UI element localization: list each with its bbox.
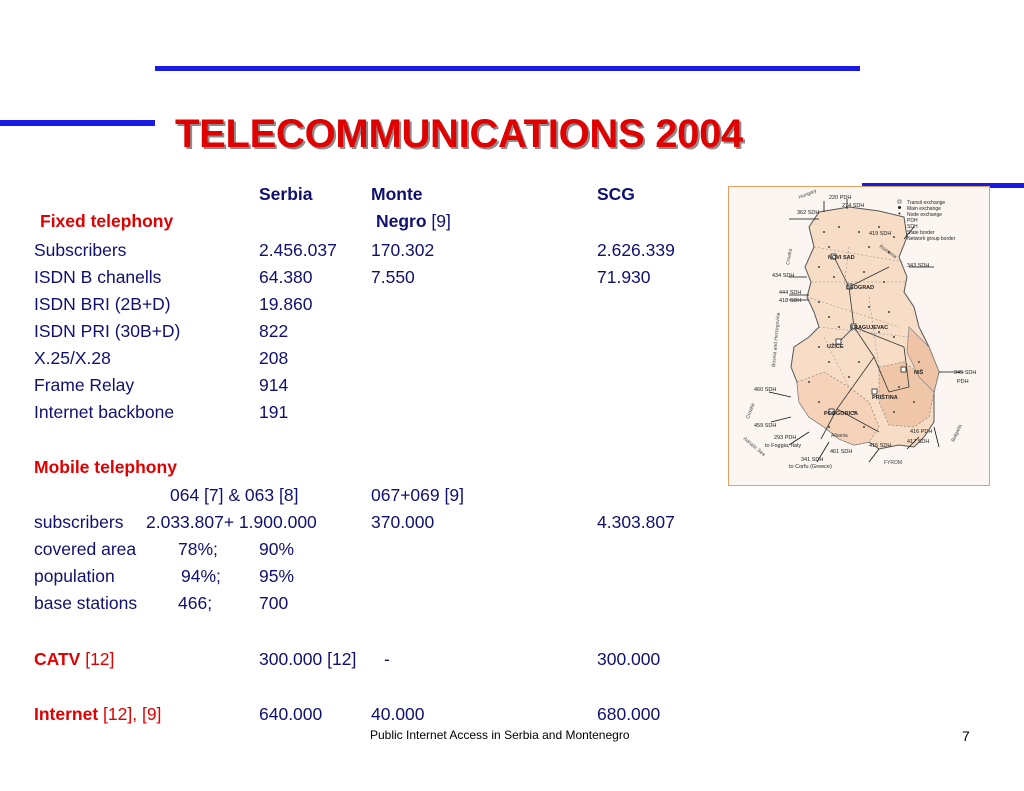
country-fyrom: FYROM bbox=[884, 460, 903, 466]
cell-serbia: 2.456.037 bbox=[259, 240, 337, 260]
cell-scg: 300.000 bbox=[597, 649, 661, 669]
fixed-telephony-heading: Fixed telephony bbox=[40, 211, 174, 231]
row-label: base stations bbox=[34, 593, 138, 613]
row-label: ISDN B chanells bbox=[34, 267, 162, 287]
cell-serbia: 640.000 bbox=[259, 704, 323, 724]
map-legend bbox=[898, 200, 956, 242]
link-345: 345 SDH bbox=[954, 370, 977, 376]
col-header-negro bbox=[376, 211, 451, 231]
cell-serbia: 191 bbox=[259, 402, 289, 422]
negro-label: Negro bbox=[376, 211, 427, 231]
link-459: 459 SDH bbox=[754, 423, 777, 429]
row-label: Subscribers bbox=[34, 240, 127, 260]
link-418: 418 SDH bbox=[779, 298, 802, 304]
country-croatia-north: Croatia bbox=[785, 248, 794, 266]
cell-scg: 4.303.807 bbox=[597, 512, 675, 532]
legend-node-icon bbox=[899, 213, 901, 215]
negro-ref: [9] bbox=[426, 211, 451, 231]
link-417: 417 SDH bbox=[907, 439, 930, 445]
legend-main: Main exchange bbox=[907, 206, 941, 212]
country-adriatic: Adriatic Sea bbox=[741, 435, 767, 458]
country-albania: Albania bbox=[831, 433, 848, 439]
link-220: 220 PDH bbox=[829, 195, 852, 201]
row-label: population bbox=[34, 566, 115, 586]
link-434: 434 SDH bbox=[772, 273, 795, 279]
legend-transit-icon bbox=[898, 200, 901, 203]
city-novi-sad: NOVI SAD bbox=[828, 255, 855, 261]
cell-serbia: 300.000 [12] bbox=[259, 649, 357, 669]
city-nis: NIŠ bbox=[914, 370, 924, 376]
row-label: Internet backbone bbox=[34, 402, 175, 422]
country-croatia-south: Croatia bbox=[745, 402, 757, 420]
cell-scg: 71.930 bbox=[597, 267, 651, 287]
cell-monte: 7.550 bbox=[371, 267, 415, 287]
cell-serbia-b: 95% bbox=[259, 566, 295, 586]
cell-serbia-b: 700 bbox=[259, 593, 289, 613]
cell-monte: 370.000 bbox=[371, 512, 435, 532]
catv-label bbox=[34, 649, 114, 669]
row-label: ISDN BRI (2B+D) bbox=[34, 294, 171, 314]
cell-serbia-b: 90% bbox=[259, 539, 295, 559]
link-416: 416 PDH bbox=[910, 429, 933, 435]
internet-label bbox=[34, 704, 161, 724]
left-rule bbox=[0, 120, 155, 126]
city-uzice: UŽICE bbox=[827, 344, 844, 350]
mobile-codes-serbia: 064 [7] & 063 [8] bbox=[170, 485, 299, 505]
row-label: subscribers bbox=[34, 512, 124, 532]
row-label: ISDN PRI (30B+D) bbox=[34, 321, 181, 341]
network-map bbox=[728, 186, 990, 486]
cell-serbia-a: 78%; bbox=[178, 539, 218, 559]
legend-transit: Transit exchange bbox=[907, 200, 946, 206]
legend-main-icon bbox=[898, 206, 901, 209]
link-341: 341 SDH bbox=[801, 457, 824, 463]
link-341-dest: to Corfu (Greece) bbox=[789, 464, 832, 470]
internet-name: Internet bbox=[34, 704, 99, 724]
city-pristina: PRIŠTINA bbox=[872, 395, 898, 401]
city-kragujevac: KRAGUJEVAC bbox=[850, 325, 889, 331]
country-bosnia: Bosnia and Herzegovina bbox=[771, 312, 782, 368]
cell-serbia: 2.033.807+ 1.900.000 bbox=[146, 512, 317, 532]
legend-group-border: Network group border bbox=[907, 236, 956, 242]
link-460: 460 SDH bbox=[754, 387, 777, 393]
country-bulgaria: Bulgaria bbox=[950, 423, 964, 443]
link-293: 293 PDH bbox=[774, 435, 797, 441]
catv-name: CATV bbox=[34, 649, 81, 669]
cell-serbia-a: 466; bbox=[178, 593, 213, 613]
slide-title: TELECOMMUNICATIONS 2004 bbox=[175, 112, 743, 156]
network-map-svg bbox=[729, 187, 989, 485]
cell-scg: 680.000 bbox=[597, 704, 661, 724]
col-header-serbia: Serbia bbox=[259, 184, 313, 204]
country-hungary: Hungary bbox=[797, 188, 818, 201]
col-header-scg: SCG bbox=[597, 184, 635, 204]
mobile-telephony-heading: Mobile telephony bbox=[34, 457, 177, 477]
cell-monte: 40.000 bbox=[371, 704, 425, 724]
link-293-dest: to Foggia, Italy bbox=[765, 443, 802, 449]
city-beograd: BEOGRAD bbox=[846, 285, 875, 291]
catv-ref: [12] bbox=[80, 649, 115, 669]
link-274: 274 SDH bbox=[842, 203, 865, 209]
internet-ref: [12], [9] bbox=[98, 704, 162, 724]
page-number: 7 bbox=[962, 728, 970, 744]
legend-node: Node exchange bbox=[907, 212, 943, 218]
cell-monte: 170.302 bbox=[371, 240, 435, 260]
link-362: 362 SDH bbox=[797, 210, 820, 216]
row-label: Frame Relay bbox=[34, 375, 135, 395]
country-romania: Romania bbox=[877, 243, 898, 261]
top-rule bbox=[155, 66, 860, 71]
link-461: 461 SDH bbox=[830, 449, 853, 455]
cell-serbia: 914 bbox=[259, 375, 289, 395]
cell-serbia: 64.380 bbox=[259, 267, 313, 287]
legend-state-border: State border bbox=[907, 230, 935, 236]
link-444: 444 SDH bbox=[779, 290, 802, 296]
col-header-monte: Monte bbox=[371, 184, 423, 204]
legend-pdh: PDH bbox=[907, 218, 918, 224]
mobile-codes-monte: 067+069 [9] bbox=[371, 485, 464, 505]
legend-sdh: SDH bbox=[907, 224, 918, 230]
cell-serbia: 822 bbox=[259, 321, 289, 341]
link-419: 419 SDH bbox=[869, 231, 892, 237]
row-label: X.25/X.28 bbox=[34, 348, 111, 368]
row-label: covered area bbox=[34, 539, 137, 559]
cell-serbia: 19.860 bbox=[259, 294, 313, 314]
link-345-pdh: PDH bbox=[957, 379, 969, 385]
cell-scg: 2.626.339 bbox=[597, 240, 675, 260]
cell-serbia-a: 94%; bbox=[181, 566, 221, 586]
cell-monte: - bbox=[384, 649, 390, 669]
cell-serbia: 208 bbox=[259, 348, 289, 368]
footer-text: Public Internet Access in Serbia and Montenegro bbox=[370, 728, 630, 742]
link-415: 415 SDH bbox=[869, 443, 892, 449]
city-podgorica: PODGORICA bbox=[824, 411, 858, 417]
link-343: 343 SDH bbox=[907, 263, 930, 269]
